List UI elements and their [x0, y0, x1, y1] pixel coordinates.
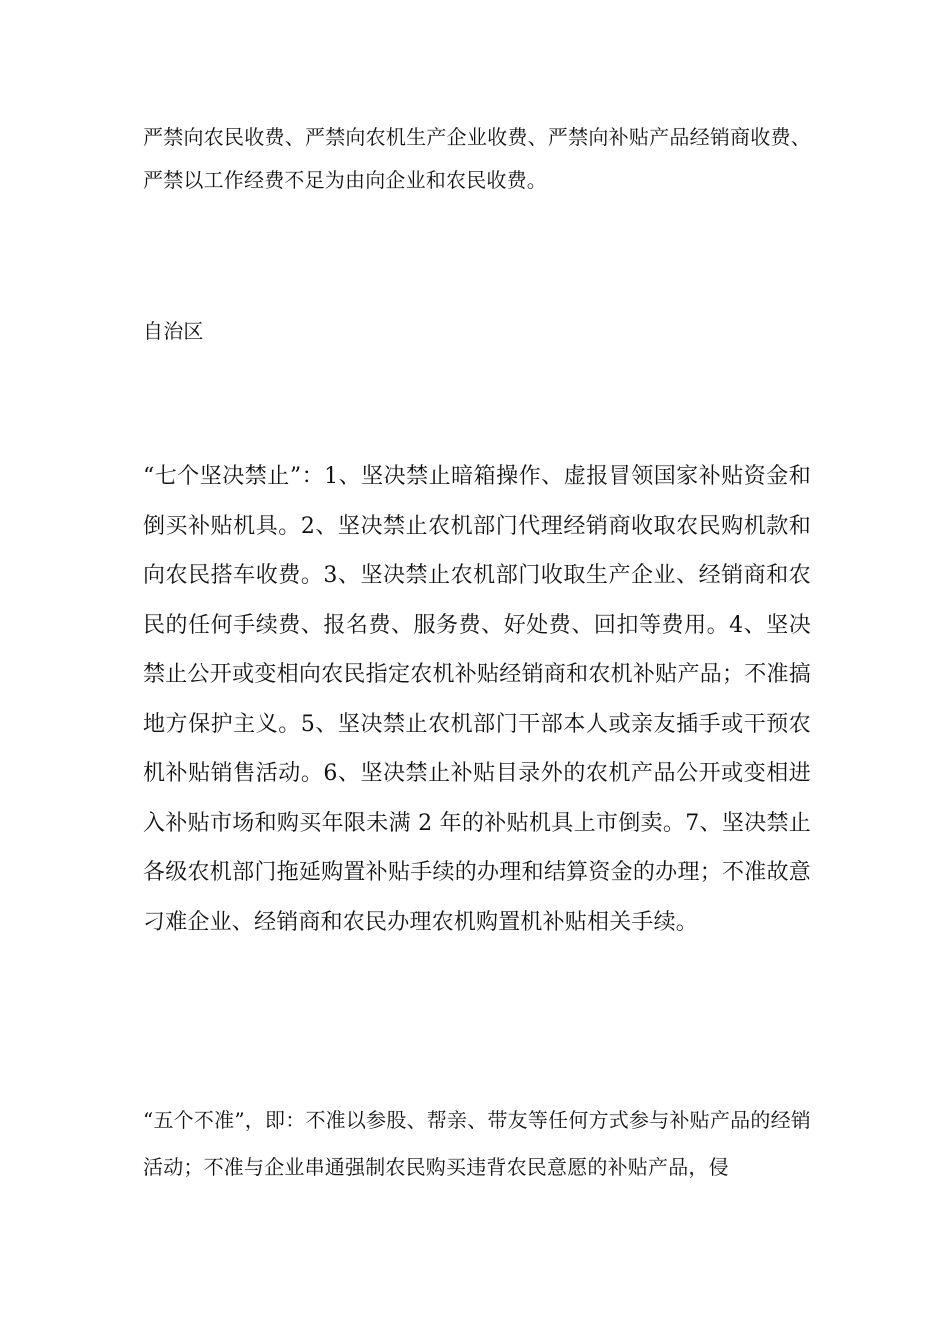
- paragraph-five-not-allowed: “五个不准”，即：不准以参股、帮亲、带友等任何方式参与补贴产品的经销活动；不准与企业串通强制农民购买违背农民意愿的补贴产品，侵: [143, 1108, 811, 1179]
- paragraph-region-heading: 自治区: [143, 319, 204, 343]
- paragraph-fee-prohibitions: 严禁向农民收费、严禁向农机生产企业收费、严禁向补贴产品经销商收费、严禁以工作经费不足为由向企业和农民收费。: [143, 125, 811, 192]
- paragraph-seven-prohibitions: “七个坚决禁止”：1、坚决禁止暗箱操作、虚报冒领国家补贴资金和倒买补贴机具。2、坚决禁止农机部门代理经销商收取农民购机款和向农民搭车收费。3、坚决禁止农机部门收取生产企业、经销商和农民的任何手续费、报名费、服务费、好处费、回扣等费用。4、坚决禁止公开或变相向农民指定农机补贴经销商和农机补贴产品；不准搞地方保护主义。5、坚决禁止农机部门干部本人或亲友插手或干预农机补贴销售活动。6、坚决禁止补贴目录外的农机产品公开或变相进入补贴市场和购买年限未满 2 年的补贴机具上市倒卖。7、坚决禁止各级农机部门拖延购置补贴手续的办理和结算资金的办理；不准故意刁难企业、经销商和农民办理农机购置机补贴相关手续。: [143, 464, 811, 935]
